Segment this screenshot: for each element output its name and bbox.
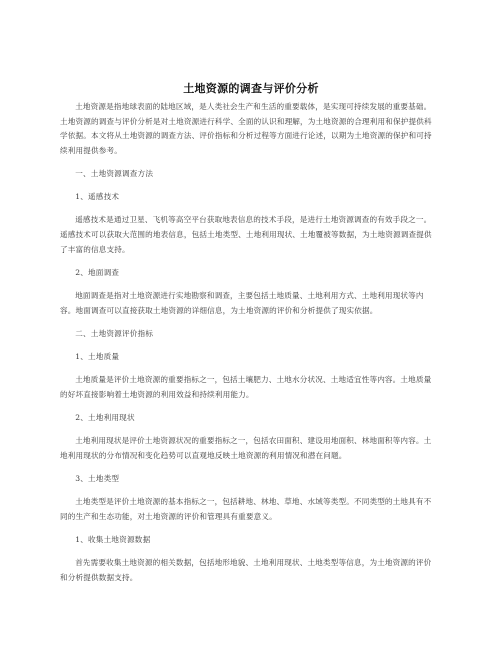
subheading-land-use-status: 2、土地利用现状 [75, 412, 135, 422]
subheading-remote-sensing: 1、遥感技术 [75, 192, 120, 202]
paragraph-remote-sensing: 遥感技术是通过卫星、飞机等高空平台获取地表信息的技术手段，是进行土地资源调查的有效手段之一。遥感技术可以获取大范围的地表信息，包括土地类型、土地利用现状、土地覆被等数据，为土地资源调查提供了丰富的信息支持。 [60, 215, 432, 254]
document-title: 土地资源的调查与评价分析 [183, 82, 319, 95]
paragraph-land-use-status: 土地利用现状是评价土地资源状况的重要指标之一，包括农田面积、建设用地面积、林地面积等内容。土地利用现状的分布情况和变化趋势可以直观地反映土地资源的利用情况和潜在问题。 [60, 436, 432, 460]
subheading-collect-data: 1、收集土地资源数据 [75, 534, 151, 544]
paragraph-collect-data: 首先需要收集土地资源的相关数据，包括地形地貌、土地利用现状、土地类型等信息，为土地资源的评价和分析提供数据支持。 [60, 557, 432, 582]
section-heading-survey-methods: 一、土地资源调查方法 [75, 168, 154, 178]
section-heading-evaluation-indicators: 二、土地资源评价指标 [75, 328, 154, 338]
paragraph-ground-survey: 地面调查是指对土地资源进行实地勘察和调查，主要包括土地质量、土地利用方式、土地利用现状等内容。地面调查可以直接获取土地资源的详细信息，为土地资源的评价和分析提供了现实依据。 [60, 290, 424, 315]
subheading-ground-survey: 2、地面调查 [75, 267, 120, 277]
subheading-land-type: 3、土地类型 [75, 473, 120, 483]
paragraph-land-quality: 土地质量是评价土地资源的重要指标之一，包括土壤肥力、土地水分状况、土地适宜性等内容。土地质量的好坏直接影响着土地资源的利用效益和持续利用能力。 [60, 375, 432, 399]
subheading-land-quality: 1、土地质量 [75, 351, 120, 361]
document-body [60, 100, 435, 594]
intro-paragraph: 土地资源是指地球表面的陆地区域，是人类社会生产和生活的重要载体，是实现可持续发展的重要基础。土地资源的调查与评价分析是对土地资源进行科学、全面的认识和理解，为土地资源的合理利用和保护提供科学依据。本文将从土地资源的调查方法、评价指标和分析过程等方面进行论述，以期为土地资源的保护和可持续利用提供参考。 [60, 102, 432, 155]
paragraph-land-type: 土地类型是评价土地资源的基本指标之一，包括耕地、林地、草地、水域等类型。不同类型的土地具有不同的生产和生态功能，对土地资源的评价和管理具有重要意义。 [60, 497, 432, 521]
